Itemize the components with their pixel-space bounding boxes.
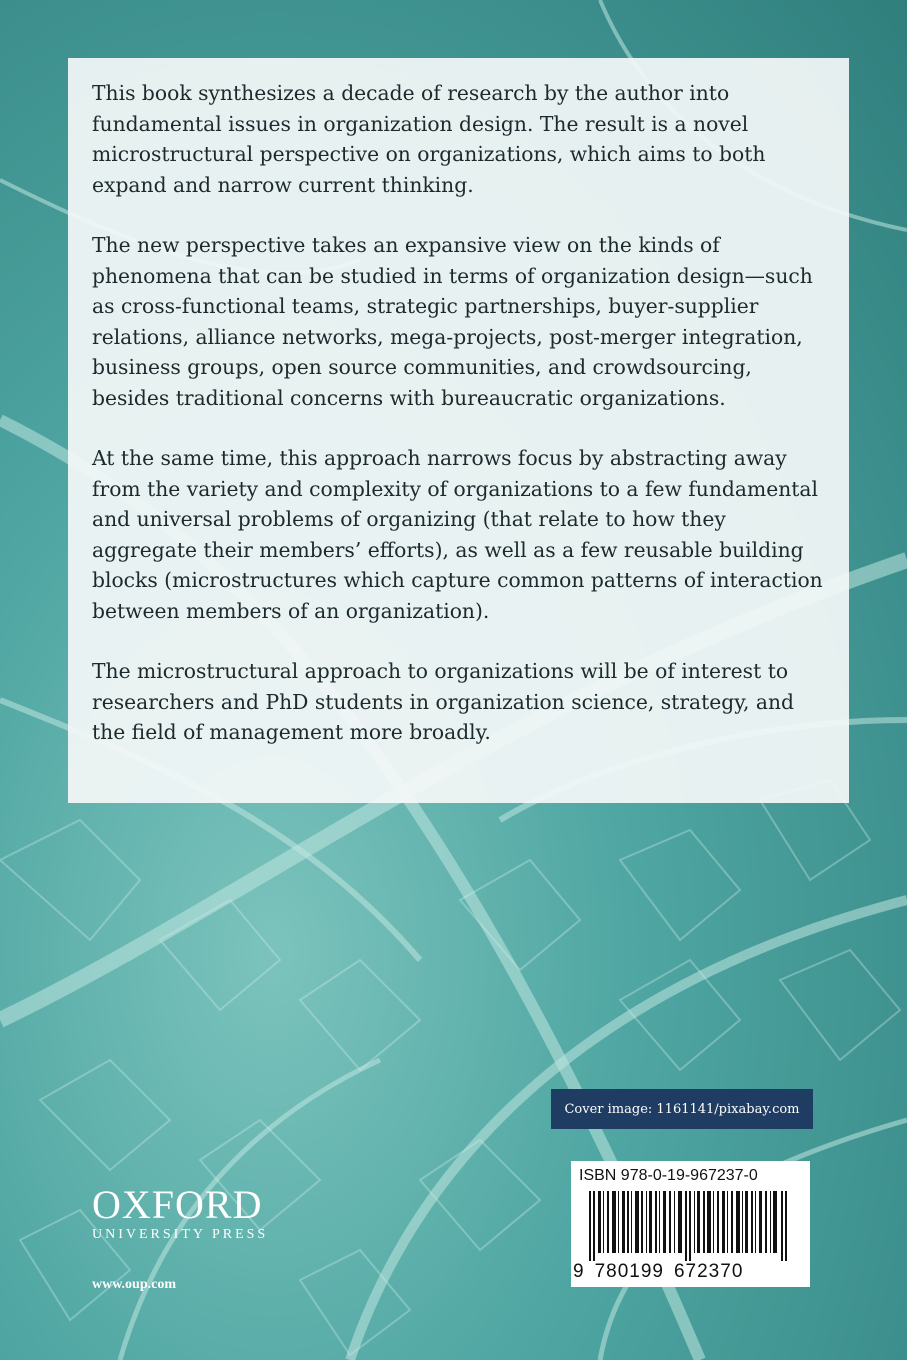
blurb-paragraph-3: At the same time, this approach narrows focus by abstracting away from the variety and complexity of organizations to a few fundamental and universal problems of organizing (that relate to how they aggregate their members’ efforts), as well as a few reusable building blocks (microstructures which capture common patterns of interaction between members of an organization).: [92, 446, 823, 623]
publisher-url[interactable]: www.oup.com: [92, 1277, 177, 1292]
barcode-digit-lead: 9: [573, 1261, 585, 1282]
barcode-digits: [573, 1261, 808, 1283]
publisher-subtitle: UNIVERSITY PRESS: [92, 1227, 269, 1242]
publisher-name: OXFORD: [92, 1182, 263, 1227]
barcode-digit-group-1: 780199: [594, 1261, 664, 1282]
barcode-bars-graphic: [579, 1191, 802, 1261]
blurb-paragraph-2: The new perspective takes an expansive view on the kinds of phenomena that can be studied in terms of organization design—such as cross-functional teams, strategic partnerships, buyer-supplier relations, alliance networks, mega-projects, post-merger integration, business groups, open source communities, and crowdsourcing, besides traditional concerns with bureaucratic organizations.: [92, 233, 813, 410]
blurb-paragraph-4: The microstructural approach to organizations will be of interest to researchers and PhD students in organization science, strategy, and the field of management more broadly.: [92, 659, 795, 744]
cover-image-credit: Cover image: 1161141/pixabay.com: [551, 1089, 813, 1129]
isbn-barcode: [571, 1161, 810, 1287]
isbn-label: ISBN 978-0-19-967237-0: [579, 1167, 758, 1184]
blurb-panel: [68, 58, 849, 803]
publisher-logo: [92, 1184, 302, 1244]
barcode-digit-group-2: 672370: [673, 1261, 744, 1282]
blurb-paragraph-1: This book synthesizes a decade of research by the author into fundamental issues in organization design. The result is a novel microstructural perspective on organizations, which aims to both expand and narrow current thinking.: [92, 81, 766, 197]
